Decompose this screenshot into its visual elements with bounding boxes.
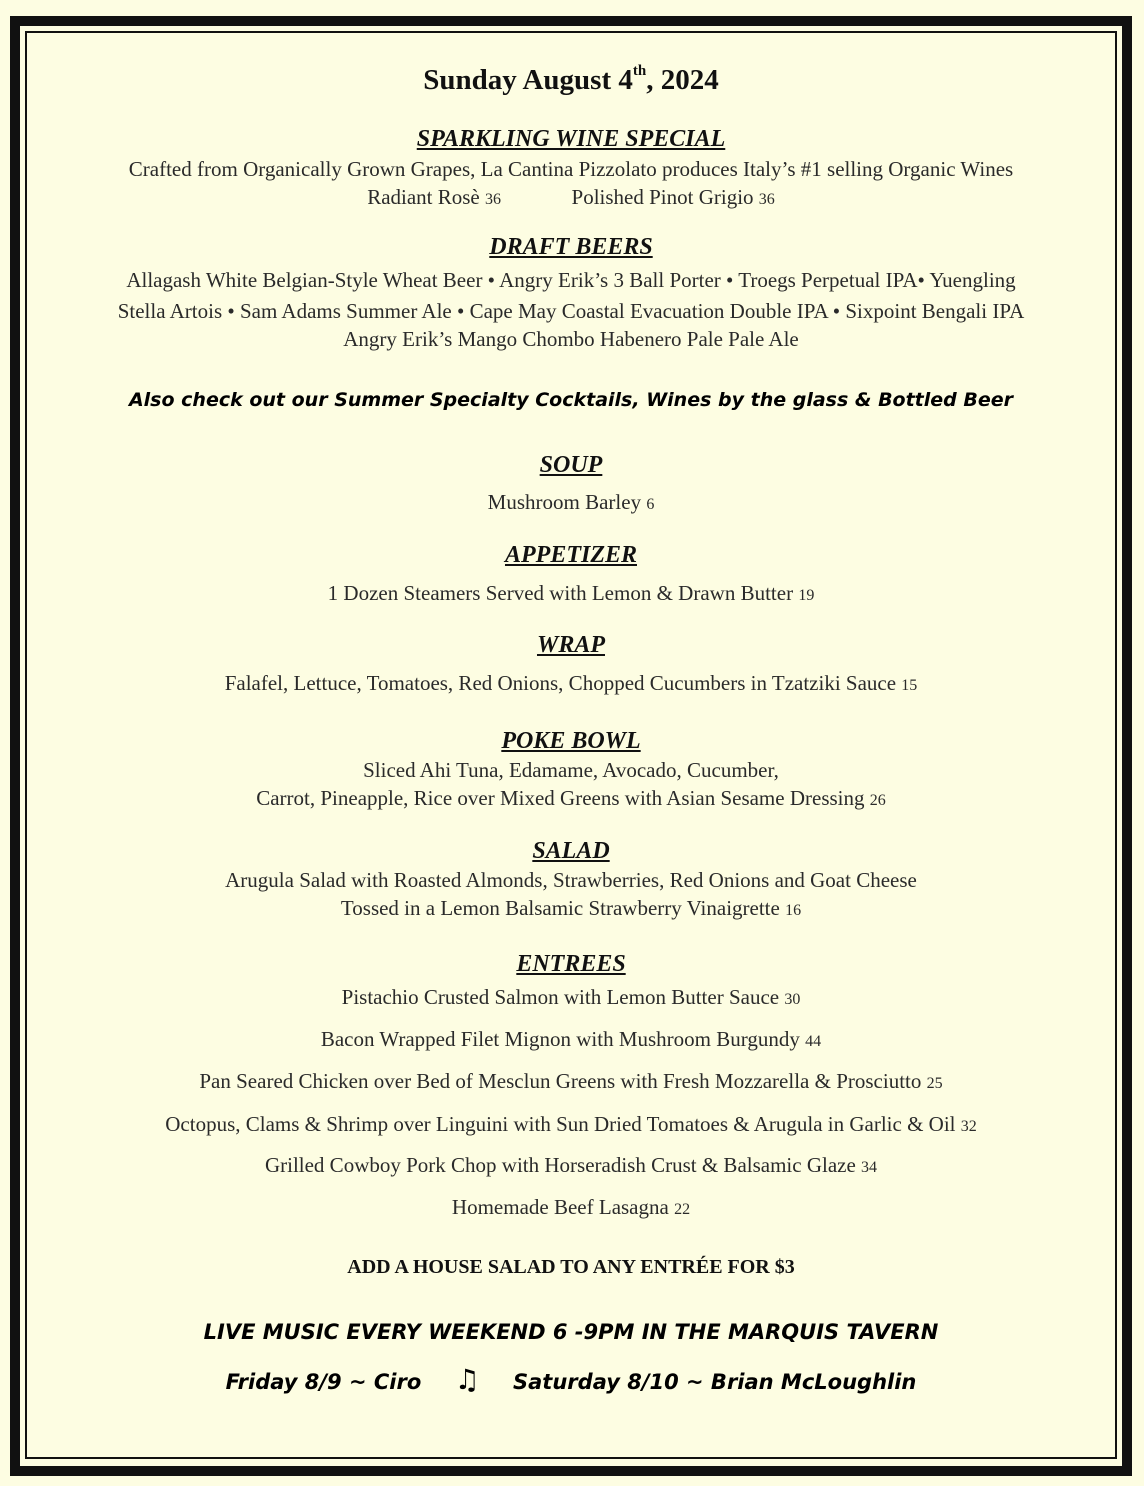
appetizer-item bbox=[27, 579, 1115, 610]
wrap-heading: WRAP bbox=[536, 632, 605, 658]
salad-line-1: Arugula Salad with Roasted Almonds, Strawberries, Red Onions and Goat Cheese bbox=[225, 868, 917, 892]
live-music-schedule bbox=[27, 1363, 1115, 1396]
friday-performer: Friday 8/9 ~ Ciro bbox=[225, 1370, 422, 1394]
sparkling-heading: SPARKLING WINE SPECIAL bbox=[416, 126, 726, 152]
entrees-heading: ENTREES bbox=[516, 951, 626, 977]
wrap-item bbox=[27, 669, 1115, 700]
soup-name: Mushroom Barley bbox=[487, 490, 642, 514]
appetizer-price: 19 bbox=[798, 587, 815, 604]
wine-2-name: Polished Pinot Grigio bbox=[571, 185, 754, 209]
entree-name: Grilled Cowboy Pork Chop with Horseradish Crust & Balsamic Glaze bbox=[264, 1153, 856, 1177]
live-music-headline: LIVE MUSIC EVERY WEEKEND 6 -9PM IN THE MARQUIS TAVERN bbox=[203, 1320, 939, 1344]
entree-item bbox=[27, 1025, 1115, 1056]
sparkling-wines bbox=[27, 183, 1115, 214]
salad-line-2-text: Tossed in a Lemon Balsamic Strawberry Vinaigrette bbox=[340, 896, 780, 920]
poke-line-2-text: Carrot, Pineapple, Rice over Mixed Greens with Asian Sesame Dressing bbox=[256, 786, 865, 810]
appetizer-heading: APPETIZER bbox=[504, 542, 637, 568]
entree-item bbox=[27, 1067, 1115, 1098]
wine-2-price: 36 bbox=[758, 191, 775, 208]
salad-heading: SALAD bbox=[532, 838, 610, 864]
wrap-price: 15 bbox=[901, 677, 918, 694]
entree-name: Pistachio Crusted Salmon with Lemon Butter Sauce bbox=[341, 985, 780, 1009]
entree-name: Pan Seared Chicken over Bed of Mesclun Greens with Fresh Mozzarella & Prosciutto bbox=[199, 1069, 922, 1093]
entree-price: 32 bbox=[960, 1118, 977, 1135]
entree-price: 25 bbox=[926, 1075, 943, 1092]
entree-name: Octopus, Clams & Shrimp over Linguini with Sun Dried Tomatoes & Arugula in Garlic & Oil bbox=[165, 1112, 956, 1136]
draft-line-2: Stella Artois • Sam Adams Summer Ale • Cape May Coastal Evacuation Double IPA • Sixpoint Bengali IPA bbox=[117, 299, 1025, 323]
entree-item bbox=[27, 1151, 1115, 1182]
date-year: , 2024 bbox=[646, 64, 719, 96]
salad-price: 16 bbox=[785, 902, 802, 919]
draft-heading: DRAFT BEERS bbox=[489, 234, 653, 260]
wine-1-name: Radiant Rosè bbox=[367, 185, 480, 209]
soup-price: 6 bbox=[646, 496, 655, 513]
entree-item bbox=[27, 1110, 1115, 1141]
promo-line: Also check out our Summer Specialty Cocktails, Wines by the glass & Bottled Beer bbox=[128, 389, 1014, 411]
salad-line-2 bbox=[27, 894, 1115, 925]
entree-name: Bacon Wrapped Filet Mignon with Mushroom Burgundy bbox=[320, 1027, 800, 1051]
date-text: Sunday August 4 bbox=[423, 64, 633, 96]
house-salad-note: ADD A HOUSE SALAD TO ANY ENTRÉE FOR $3 bbox=[347, 1256, 795, 1278]
entree-item bbox=[27, 1193, 1115, 1224]
soup-heading: SOUP bbox=[539, 452, 603, 478]
soup-item bbox=[27, 488, 1115, 519]
appetizer-name: 1 Dozen Steamers Served with Lemon & Drawn Butter bbox=[327, 581, 794, 605]
menu-date bbox=[27, 63, 1115, 97]
poke-line-1: Sliced Ahi Tuna, Edamame, Avocado, Cucumber, bbox=[363, 758, 779, 782]
entree-price: 44 bbox=[805, 1033, 822, 1050]
wine-1-price: 36 bbox=[485, 191, 502, 208]
music-note-icon: ♫ bbox=[454, 1363, 480, 1396]
poke-heading: POKE BOWL bbox=[501, 728, 641, 754]
wrap-name: Falafel, Lettuce, Tomatoes, Red Onions, Chopped Cucumbers in Tzatziki Sauce bbox=[224, 671, 897, 695]
entree-item bbox=[27, 983, 1115, 1014]
saturday-performer: Saturday 8/10 ~ Brian McLoughlin bbox=[513, 1370, 917, 1394]
entree-price: 34 bbox=[861, 1159, 878, 1176]
poke-line-2 bbox=[27, 784, 1115, 815]
poke-price: 26 bbox=[869, 792, 886, 809]
draft-line-3: Angry Erik’s Mango Chombo Habenero Pale Pale Ale bbox=[343, 327, 799, 351]
date-suffix: th bbox=[632, 63, 647, 79]
entree-name: Homemade Beef Lasagna bbox=[451, 1195, 669, 1219]
entree-price: 22 bbox=[674, 1201, 691, 1218]
entree-price: 30 bbox=[784, 991, 801, 1008]
draft-line-1: Allagash White Belgian-Style Wheat Beer • Angry Erik’s 3 Ball Porter • Troegs Perpetual IPA• Yuengling bbox=[126, 268, 1016, 292]
sparkling-description: Crafted from Organically Grown Grapes, La Cantina Pizzolato produces Italy’s #1 selling Organic Wines bbox=[128, 157, 1014, 181]
